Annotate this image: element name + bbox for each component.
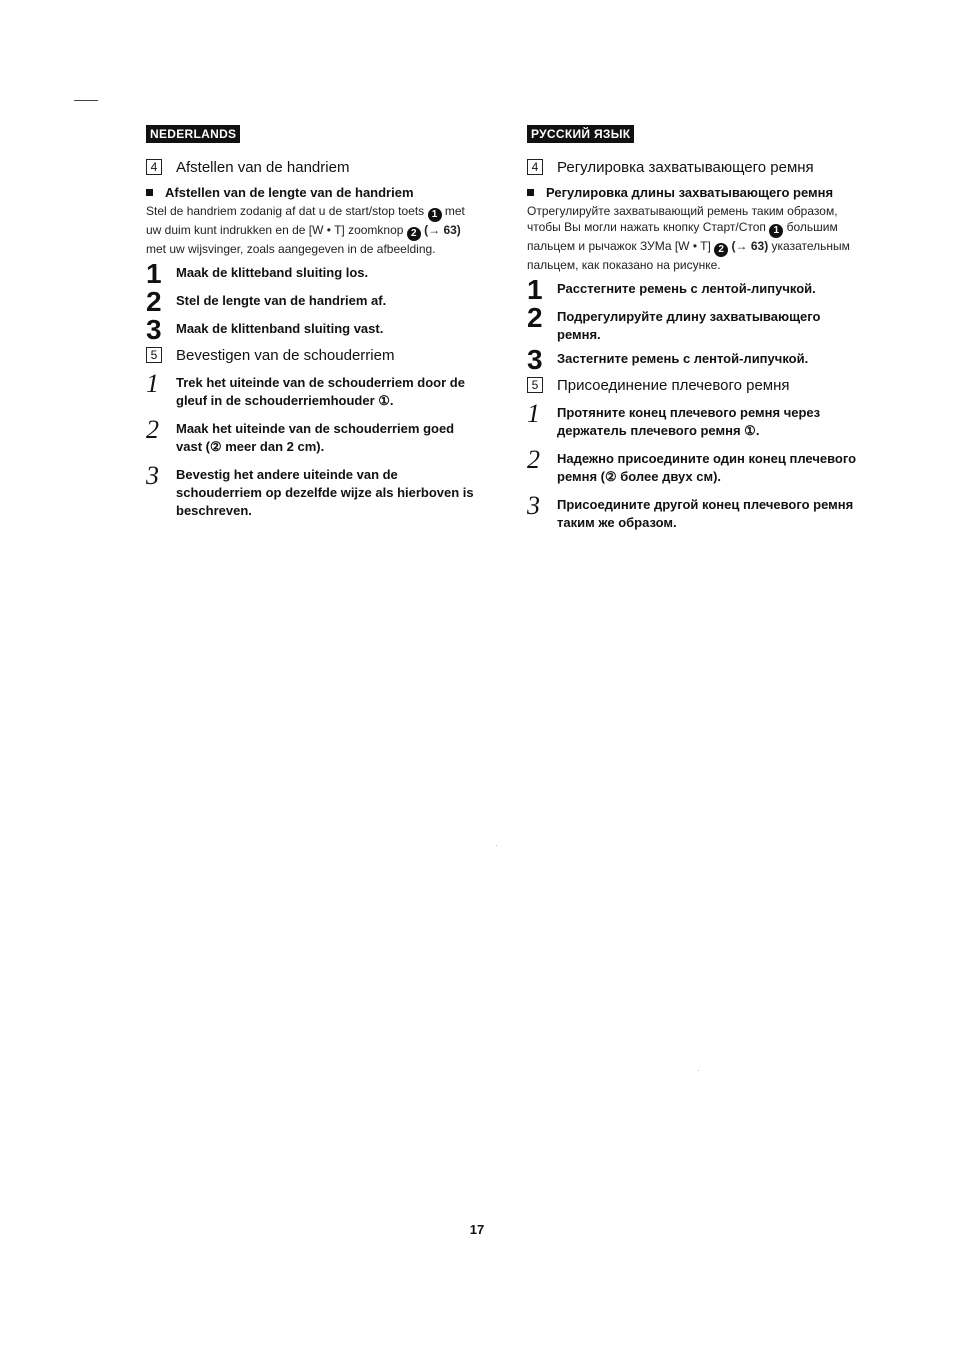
subheading-ru	[527, 184, 862, 201]
step-number: 2	[527, 302, 543, 333]
section-title: Регулировка захватывающего ремня	[557, 159, 814, 176]
step-number: 2	[146, 286, 162, 317]
step-item	[527, 399, 862, 440]
step-item	[146, 258, 476, 289]
paragraph-line: met uw wijsvinger, zoals aangegeven in de afbeelding.	[146, 242, 436, 256]
section-number-box: 4	[527, 159, 543, 175]
step-item	[527, 344, 862, 375]
page-number: 17	[469, 1222, 485, 1237]
step-number: 1	[146, 369, 159, 398]
step-text: Застегните ремень с лентой-липучкой.	[557, 351, 809, 366]
step-number: 1	[146, 258, 162, 289]
scan-speck	[496, 845, 497, 846]
step-item	[527, 274, 862, 305]
bullet-square-icon	[146, 189, 153, 196]
step-text: Maak de klittenband sluiting vast.	[176, 321, 384, 336]
language-tag-ru: РУССКИЙ ЯЗЫК	[527, 125, 634, 143]
marker-1-icon: 1	[769, 224, 783, 238]
step-text: Trek het uiteinde van de schouderriem door de gleuf in de schouderriemhouder ①.	[176, 375, 465, 408]
step-number: 3	[146, 461, 159, 490]
page-reference: (→ 63)	[731, 239, 769, 253]
step-item	[146, 314, 476, 345]
paragraph-line: met uw duim kunt indrukken en de [W • T] zoomknop	[146, 204, 465, 237]
paragraph-line: большим пальцем и рычажок ЗУМа [W • T]	[527, 220, 838, 253]
step-item	[146, 415, 476, 456]
step-text: Надежно присоедините один конец плечевого ремня (② более двух см).	[557, 451, 857, 484]
step-item	[527, 445, 862, 486]
step-text: Stel de lengte van de handriem af.	[176, 293, 387, 308]
subheading-nl	[146, 184, 476, 201]
step-number: 3	[146, 314, 162, 345]
steps-list-nl-4	[146, 258, 476, 345]
step-text: Bevestig het andere uiteinde van de schouderriem op dezelfde wijze als hierboven is beschreven.	[176, 467, 474, 518]
step-item	[527, 302, 862, 344]
marker-2-icon: 2	[714, 243, 728, 257]
section-number-box: 5	[146, 347, 162, 363]
step-number: 1	[527, 399, 540, 428]
steps-list-ru-5	[527, 399, 862, 532]
section-title: Присоединение плечевого ремня	[557, 377, 790, 394]
step-number: 3	[527, 491, 540, 520]
step-text: Присоедините другой конец плечевого ремня таким же образом.	[557, 497, 854, 530]
step-number: 1	[527, 274, 543, 305]
instruction-paragraph-nl	[146, 203, 476, 257]
section-5-heading-ru	[527, 376, 862, 395]
section-number-box: 4	[146, 159, 162, 175]
page-reference: (→ 63)	[424, 223, 461, 237]
section-title: Bevestigen van de schouderriem	[176, 347, 395, 364]
subheading-text: Регулировка длины захватывающего ремня	[546, 185, 834, 200]
marker-1-icon: 1	[428, 208, 442, 222]
step-text: Подрегулируйте длину захватывающего ремня.	[557, 309, 821, 342]
column-dutch	[146, 125, 476, 528]
paragraph-line: указательным пальцем, как показано на рисунке.	[527, 239, 850, 272]
step-item	[146, 461, 476, 520]
marker-2-icon: 2	[407, 227, 421, 241]
language-tag-nl: NEDERLANDS	[146, 125, 240, 143]
step-number: 2	[146, 415, 159, 444]
step-number: 2	[527, 445, 540, 474]
step-number: 3	[527, 344, 543, 375]
step-item	[146, 286, 476, 317]
section-title: Afstellen van de handriem	[176, 159, 350, 176]
corner-mark	[74, 100, 98, 101]
step-text: Протяните конец плечевого ремня через держатель плечевого ремня ①.	[557, 405, 821, 438]
section-number-box: 5	[527, 377, 543, 393]
step-item	[146, 369, 476, 410]
paragraph-line: Stel de handriem zodanig af dat u de start/stop toets	[146, 204, 425, 218]
scan-speck	[698, 1070, 699, 1071]
paragraph-line: Отрегулируйте захватывающий ремень таким образом, чтобы Вы могли нажать кнопку Старт/Стоп	[527, 204, 838, 234]
section-4-heading-nl	[146, 158, 476, 177]
section-4-heading-ru	[527, 158, 862, 177]
instruction-paragraph-ru	[527, 203, 862, 273]
subheading-text: Afstellen van de lengte van de handriem	[165, 185, 414, 200]
step-text: Maak het uiteinde van de schouderriem goed vast (② meer dan 2 cm).	[176, 421, 455, 454]
step-item	[527, 491, 862, 532]
step-text: Расстегните ремень с лентой-липучкой.	[557, 281, 816, 296]
steps-list-nl-5	[146, 369, 476, 520]
column-russian	[527, 125, 862, 540]
bullet-square-icon	[527, 189, 534, 196]
section-5-heading-nl	[146, 346, 476, 365]
step-text: Maak de klitteband sluiting los.	[176, 265, 369, 280]
steps-list-ru-4	[527, 274, 862, 375]
